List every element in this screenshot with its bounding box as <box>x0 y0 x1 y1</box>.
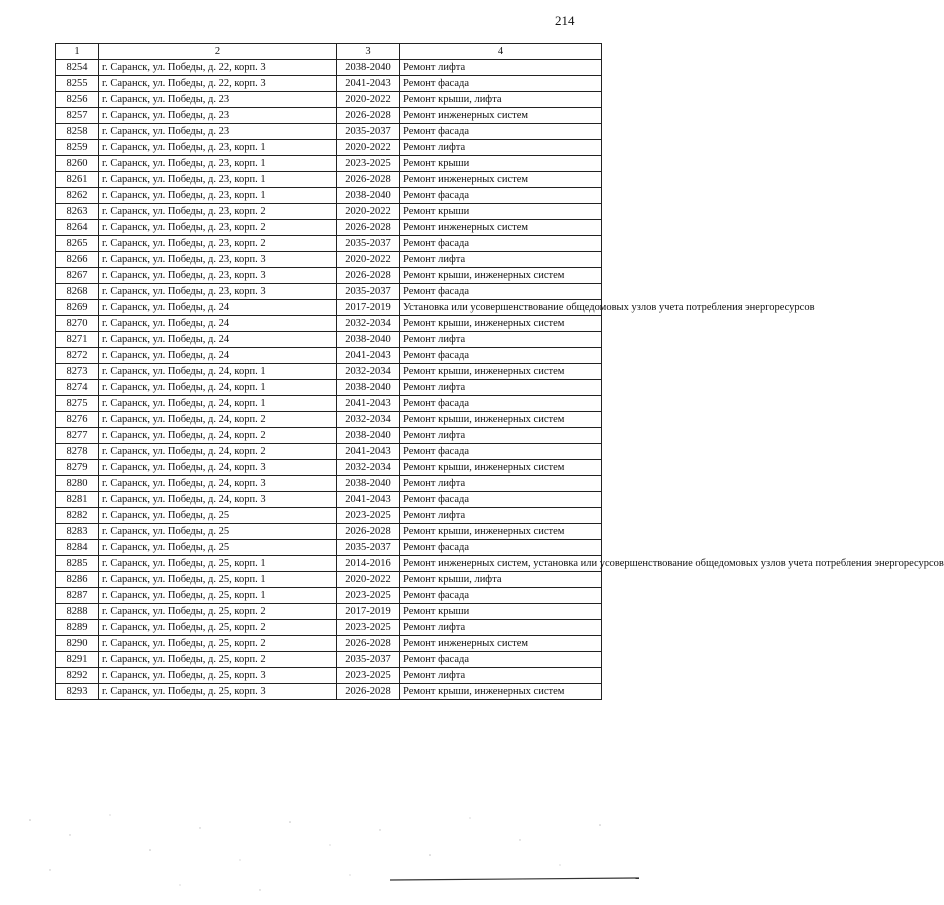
row-work-type: Ремонт крыши <box>400 204 602 220</box>
row-period: 2023-2025 <box>337 668 400 684</box>
row-number: 8268 <box>56 284 99 300</box>
table-row <box>56 348 602 364</box>
row-number: 8275 <box>56 396 99 412</box>
row-period: 2035-2037 <box>337 540 400 556</box>
table-row <box>56 492 602 508</box>
row-period: 2041-2043 <box>337 348 400 364</box>
row-work-type: Ремонт инженерных систем <box>400 108 602 124</box>
row-address: г. Саранск, ул. Победы, д. 23, корп. 2 <box>99 236 337 252</box>
row-address: г. Саранск, ул. Победы, д. 24, корп. 1 <box>99 396 337 412</box>
row-number: 8282 <box>56 508 99 524</box>
row-address: г. Саранск, ул. Победы, д. 24, корп. 2 <box>99 428 337 444</box>
row-address: г. Саранск, ул. Победы, д. 23, корп. 1 <box>99 172 337 188</box>
row-address: г. Саранск, ул. Победы, д. 24 <box>99 332 337 348</box>
row-address: г. Саранск, ул. Победы, д. 23, корп. 3 <box>99 284 337 300</box>
row-period: 2020-2022 <box>337 572 400 588</box>
row-number: 8280 <box>56 476 99 492</box>
row-address: г. Саранск, ул. Победы, д. 25 <box>99 540 337 556</box>
row-number: 8281 <box>56 492 99 508</box>
row-work-type: Ремонт фасада <box>400 284 602 300</box>
row-period: 2023-2025 <box>337 620 400 636</box>
row-address: г. Саранск, ул. Победы, д. 25, корп. 3 <box>99 668 337 684</box>
table-row <box>56 620 602 636</box>
row-address: г. Саранск, ул. Победы, д. 25, корп. 2 <box>99 604 337 620</box>
row-address: г. Саранск, ул. Победы, д. 23, корп. 1 <box>99 140 337 156</box>
row-work-type: Ремонт крыши, инженерных систем <box>400 364 602 380</box>
row-address: г. Саранск, ул. Победы, д. 25, корп. 1 <box>99 572 337 588</box>
row-number: 8259 <box>56 140 99 156</box>
table-row <box>56 300 602 316</box>
header-col-2: 2 <box>99 44 337 60</box>
row-number: 8258 <box>56 124 99 140</box>
row-address: г. Саранск, ул. Победы, д. 23, корп. 1 <box>99 188 337 204</box>
row-address: г. Саранск, ул. Победы, д. 23, корп. 1 <box>99 156 337 172</box>
table-row <box>56 60 602 76</box>
row-period: 2023-2025 <box>337 588 400 604</box>
row-address: г. Саранск, ул. Победы, д. 25 <box>99 508 337 524</box>
row-period: 2026-2028 <box>337 684 400 700</box>
row-period: 2032-2034 <box>337 412 400 428</box>
row-period: 2035-2037 <box>337 236 400 252</box>
row-number: 8256 <box>56 92 99 108</box>
row-work-type: Ремонт крыши, инженерных систем <box>400 684 602 700</box>
row-period: 2026-2028 <box>337 524 400 540</box>
row-address: г. Саранск, ул. Победы, д. 24, корп. 3 <box>99 492 337 508</box>
row-number: 8255 <box>56 76 99 92</box>
table-row <box>56 364 602 380</box>
row-period: 2038-2040 <box>337 60 400 76</box>
row-address: г. Саранск, ул. Победы, д. 23 <box>99 124 337 140</box>
row-work-type: Ремонт крыши, лифта <box>400 92 602 108</box>
row-period: 2038-2040 <box>337 380 400 396</box>
table-row <box>56 636 602 652</box>
row-address: г. Саранск, ул. Победы, д. 23 <box>99 92 337 108</box>
table-row <box>56 668 602 684</box>
row-period: 2038-2040 <box>337 476 400 492</box>
row-work-type: Ремонт лифта <box>400 620 602 636</box>
row-number: 8260 <box>56 156 99 172</box>
row-work-type: Ремонт лифта <box>400 140 602 156</box>
row-number: 8262 <box>56 188 99 204</box>
row-period: 2041-2043 <box>337 76 400 92</box>
row-work-type: Ремонт лифта <box>400 252 602 268</box>
table-row <box>56 188 602 204</box>
row-number: 8264 <box>56 220 99 236</box>
row-work-type: Ремонт крыши, инженерных систем <box>400 524 602 540</box>
row-address: г. Саранск, ул. Победы, д. 25, корп. 1 <box>99 588 337 604</box>
row-period: 2038-2040 <box>337 332 400 348</box>
row-address: г. Саранск, ул. Победы, д. 23, корп. 3 <box>99 268 337 284</box>
row-number: 8273 <box>56 364 99 380</box>
row-address: г. Саранск, ул. Победы, д. 22, корп. 3 <box>99 60 337 76</box>
row-work-type: Ремонт инженерных систем, установка или усовершенствование общедомовых узлов учета потребления энергоресурсов <box>400 556 602 572</box>
row-address: г. Саранск, ул. Победы, д. 24 <box>99 348 337 364</box>
row-address: г. Саранск, ул. Победы, д. 23, корп. 2 <box>99 204 337 220</box>
row-work-type: Ремонт лифта <box>400 380 602 396</box>
table-row <box>56 412 602 428</box>
row-period: 2035-2037 <box>337 284 400 300</box>
row-number: 8263 <box>56 204 99 220</box>
row-address: г. Саранск, ул. Победы, д. 25, корп. 2 <box>99 636 337 652</box>
row-number: 8276 <box>56 412 99 428</box>
header-col-3: 3 <box>337 44 400 60</box>
row-address: г. Саранск, ул. Победы, д. 24 <box>99 316 337 332</box>
row-address: г. Саранск, ул. Победы, д. 25 <box>99 524 337 540</box>
table-row <box>56 236 602 252</box>
row-period: 2023-2025 <box>337 508 400 524</box>
row-period: 2020-2022 <box>337 140 400 156</box>
row-work-type: Ремонт лифта <box>400 476 602 492</box>
row-work-type: Ремонт инженерных систем <box>400 220 602 236</box>
table-row <box>56 652 602 668</box>
table-row <box>56 556 602 572</box>
row-period: 2032-2034 <box>337 316 400 332</box>
table-row <box>56 684 602 700</box>
row-work-type: Ремонт фасада <box>400 540 602 556</box>
row-number: 8269 <box>56 300 99 316</box>
table-row <box>56 268 602 284</box>
table-row <box>56 204 602 220</box>
table-row <box>56 508 602 524</box>
row-address: г. Саранск, ул. Победы, д. 24, корп. 2 <box>99 444 337 460</box>
row-work-type: Ремонт крыши <box>400 156 602 172</box>
row-period: 2038-2040 <box>337 428 400 444</box>
row-period: 2017-2019 <box>337 300 400 316</box>
row-period: 2041-2043 <box>337 492 400 508</box>
row-number: 8257 <box>56 108 99 124</box>
row-work-type: Ремонт фасада <box>400 492 602 508</box>
row-work-type: Ремонт лифта <box>400 508 602 524</box>
row-address: г. Саранск, ул. Победы, д. 24, корп. 3 <box>99 460 337 476</box>
row-work-type: Ремонт фасада <box>400 444 602 460</box>
row-number: 8270 <box>56 316 99 332</box>
row-work-type: Ремонт крыши, инженерных систем <box>400 412 602 428</box>
header-col-4: 4 <box>400 44 602 60</box>
row-period: 2026-2028 <box>337 172 400 188</box>
row-work-type: Ремонт фасада <box>400 588 602 604</box>
row-period: 2041-2043 <box>337 444 400 460</box>
table-row <box>56 284 602 300</box>
row-number: 8290 <box>56 636 99 652</box>
row-work-type: Ремонт крыши, инженерных систем <box>400 316 602 332</box>
row-number: 8279 <box>56 460 99 476</box>
row-number: 8293 <box>56 684 99 700</box>
row-number: 8289 <box>56 620 99 636</box>
table-row <box>56 572 602 588</box>
row-period: 2014-2016 <box>337 556 400 572</box>
row-work-type: Ремонт лифта <box>400 332 602 348</box>
row-number: 8284 <box>56 540 99 556</box>
row-work-type: Ремонт крыши, инженерных систем <box>400 460 602 476</box>
table-row <box>56 156 602 172</box>
row-work-type: Установка или усовершенствование общедомовых узлов учета потребления энергоресурсов <box>400 300 602 316</box>
row-work-type: Ремонт крыши <box>400 604 602 620</box>
row-address: г. Саранск, ул. Победы, д. 22, корп. 3 <box>99 76 337 92</box>
page-number: 214 <box>555 13 575 28</box>
row-number: 8261 <box>56 172 99 188</box>
scan-noise <box>0 800 639 905</box>
row-number: 8274 <box>56 380 99 396</box>
table-row <box>56 332 602 348</box>
table-row <box>56 428 602 444</box>
table-header-row <box>56 44 602 60</box>
row-period: 2032-2034 <box>337 460 400 476</box>
row-number: 8283 <box>56 524 99 540</box>
row-work-type: Ремонт лифта <box>400 428 602 444</box>
table-row <box>56 604 602 620</box>
row-work-type: Ремонт крыши, инженерных систем <box>400 268 602 284</box>
row-period: 2020-2022 <box>337 252 400 268</box>
table-row <box>56 444 602 460</box>
row-number: 8266 <box>56 252 99 268</box>
table-row <box>56 396 602 412</box>
row-work-type: Ремонт фасада <box>400 652 602 668</box>
row-period: 2041-2043 <box>337 396 400 412</box>
row-period: 2026-2028 <box>337 268 400 284</box>
row-number: 8265 <box>56 236 99 252</box>
row-address: г. Саранск, ул. Победы, д. 25, корп. 1 <box>99 556 337 572</box>
table-row <box>56 220 602 236</box>
row-work-type: Ремонт фасада <box>400 236 602 252</box>
table-row <box>56 460 602 476</box>
row-number: 8272 <box>56 348 99 364</box>
row-work-type: Ремонт фасада <box>400 76 602 92</box>
row-address: г. Саранск, ул. Победы, д. 25, корп. 3 <box>99 684 337 700</box>
row-address: г. Саранск, ул. Победы, д. 24, корп. 1 <box>99 364 337 380</box>
table-row <box>56 140 602 156</box>
row-address: г. Саранск, ул. Победы, д. 25, корп. 2 <box>99 652 337 668</box>
row-number: 8278 <box>56 444 99 460</box>
table-row <box>56 524 602 540</box>
table-row <box>56 76 602 92</box>
row-period: 2038-2040 <box>337 188 400 204</box>
row-address: г. Саранск, ул. Победы, д. 24, корп. 2 <box>99 412 337 428</box>
row-period: 2017-2019 <box>337 604 400 620</box>
row-period: 2035-2037 <box>337 124 400 140</box>
row-work-type: Ремонт фасада <box>400 124 602 140</box>
row-number: 8285 <box>56 556 99 572</box>
row-number: 8271 <box>56 332 99 348</box>
table-row <box>56 172 602 188</box>
row-period: 2023-2025 <box>337 156 400 172</box>
row-work-type: Ремонт фасада <box>400 188 602 204</box>
table-row <box>56 124 602 140</box>
row-period: 2020-2022 <box>337 204 400 220</box>
row-address: г. Саранск, ул. Победы, д. 25, корп. 2 <box>99 620 337 636</box>
row-period: 2020-2022 <box>337 92 400 108</box>
row-address: г. Саранск, ул. Победы, д. 23, корп. 2 <box>99 220 337 236</box>
table-row <box>56 108 602 124</box>
row-address: г. Саранск, ул. Победы, д. 24 <box>99 300 337 316</box>
row-work-type: Ремонт фасада <box>400 348 602 364</box>
row-number: 8267 <box>56 268 99 284</box>
row-number: 8254 <box>56 60 99 76</box>
row-work-type: Ремонт крыши, лифта <box>400 572 602 588</box>
row-number: 8292 <box>56 668 99 684</box>
capital-repair-table <box>55 43 944 700</box>
table-row <box>56 92 602 108</box>
row-work-type: Ремонт лифта <box>400 668 602 684</box>
table-row <box>56 476 602 492</box>
row-work-type: Ремонт инженерных систем <box>400 636 602 652</box>
row-work-type: Ремонт лифта <box>400 60 602 76</box>
row-work-type: Ремонт инженерных систем <box>400 172 602 188</box>
row-number: 8277 <box>56 428 99 444</box>
table-row <box>56 316 602 332</box>
row-number: 8291 <box>56 652 99 668</box>
row-address: г. Саранск, ул. Победы, д. 23 <box>99 108 337 124</box>
table-row <box>56 380 602 396</box>
row-number: 8286 <box>56 572 99 588</box>
row-work-type: Ремонт фасада <box>400 396 602 412</box>
row-address: г. Саранск, ул. Победы, д. 23, корп. 3 <box>99 252 337 268</box>
header-col-1: 1 <box>56 44 99 60</box>
row-number: 8288 <box>56 604 99 620</box>
row-period: 2026-2028 <box>337 220 400 236</box>
table-row <box>56 588 602 604</box>
row-period: 2032-2034 <box>337 364 400 380</box>
row-period: 2035-2037 <box>337 652 400 668</box>
row-number: 8287 <box>56 588 99 604</box>
row-address: г. Саранск, ул. Победы, д. 24, корп. 1 <box>99 380 337 396</box>
table-row <box>56 540 602 556</box>
row-address: г. Саранск, ул. Победы, д. 24, корп. 3 <box>99 476 337 492</box>
table-body <box>56 60 944 700</box>
row-period: 2026-2028 <box>337 108 400 124</box>
row-period: 2026-2028 <box>337 636 400 652</box>
table-row <box>56 252 602 268</box>
